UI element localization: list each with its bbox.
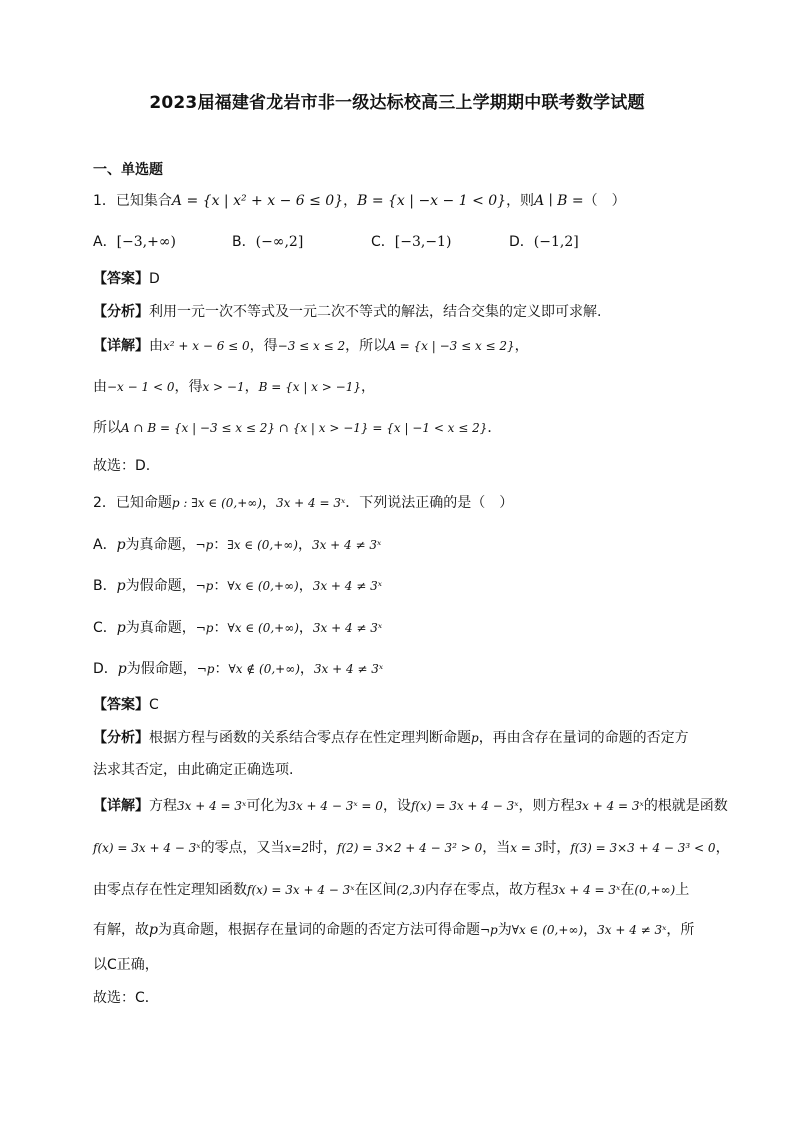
q1-detail-math: x² + x − 6 ≤ 0	[163, 339, 250, 353]
q1-detail-text: 由	[149, 338, 163, 354]
q2-option-neg: ¬p	[195, 538, 214, 552]
q2-option-quant: ∃x ∈ (0,+∞)	[227, 538, 298, 552]
q2-analysis-line-1	[93, 728, 689, 748]
q1-stem-c: ，则	[506, 193, 535, 209]
q2-option-letter: B．	[93, 578, 117, 594]
q2-detail-text: 时，	[309, 840, 338, 856]
q1-option-c-letter: C．	[371, 234, 395, 250]
q2-detail-math: p	[149, 922, 158, 938]
question-1-stem	[93, 191, 626, 211]
section-heading: 一、单选题	[93, 162, 163, 178]
q1-conclusion: 故选：D.	[93, 458, 151, 474]
q1-option-b	[232, 232, 303, 252]
q1-detail-text: 所以	[93, 420, 121, 436]
q2-analysis-tag: 【分析】	[93, 730, 149, 746]
q2-option-c	[93, 618, 382, 638]
q2-option-quant: ∀x ∈ (0,+∞)	[227, 621, 299, 635]
q2-detail-text: 的根就是函数	[643, 798, 728, 814]
q2-detail-text: 方程	[149, 798, 177, 814]
q2-detail-text: 可化为	[246, 798, 289, 814]
q1-detail-text: ．	[487, 420, 502, 436]
q2-detail-math: f(x) = 3x + 4 − 3ˣ	[247, 883, 355, 897]
q1-option-a	[93, 232, 176, 252]
q1-detail-math: A = {x | −3 ≤ x ≤ 2}	[387, 339, 515, 353]
q2-analysis-line-2: 法求其否定，由此确定正确选项.	[93, 762, 294, 778]
q2-detail-math: f(2) = 3×2 + 4 − 3² > 0	[337, 841, 483, 855]
q1-option-d-value: (−1,2]	[533, 234, 579, 250]
q2-detail-math: (0,+∞)	[634, 883, 676, 897]
q2-detail-text: 为	[497, 922, 512, 938]
q2-option-text: ：	[214, 661, 229, 677]
q2-answer	[93, 695, 159, 715]
q2-option-rel: 3x + 4 ≠ 3ˣ	[311, 538, 382, 552]
q2-detail-line-4	[93, 920, 694, 940]
q1-detail-tag: 【详解】	[93, 338, 149, 354]
q2-detail-math: f(x) = 3x + 4 − 3ˣ	[93, 841, 201, 855]
q1-detail-line-2	[93, 377, 375, 397]
q2-option-p: p	[117, 661, 127, 677]
q2-detail-math: 3x + 4 = 3ˣ	[551, 883, 621, 897]
q1-detail-text: ，	[244, 379, 259, 395]
q2-detail-text: ，	[715, 840, 730, 856]
q1-detail-text: ，得	[249, 338, 278, 354]
q2-detail-text: ，所	[666, 922, 695, 938]
q1-detail-text: ，得	[174, 379, 203, 395]
q2-stem-c: ．下列说法正确的是（ ）	[345, 495, 514, 511]
q2-option-text: ：	[213, 537, 228, 553]
q2-prop: p : ∃x ∈ (0,+∞)	[171, 496, 262, 510]
q1-analysis-text: 利用一元一次不等式及一元二次不等式的解法，结合交集的定义即可求解.	[149, 304, 602, 320]
q2-detail-math: x = 3	[510, 841, 543, 855]
q2-option-letter: A．	[93, 537, 117, 553]
q1-option-b-letter: B．	[232, 234, 256, 250]
q2-option-a	[93, 535, 381, 555]
q2-detail-text: ，	[583, 922, 598, 938]
q1-expr: A ∣ B =	[534, 193, 584, 209]
q2-detail-math: x=2	[284, 841, 310, 855]
q2-detail-text: 为真命题，根据存在量词的命题的否定方法可得命题	[157, 922, 480, 938]
q2-detail-math: 3x + 4 − 3ˣ = 0	[288, 799, 383, 813]
q2-detail-text: ，当	[482, 840, 511, 856]
q2-detail-text: 由零点存在性定理知函数	[93, 882, 247, 898]
q2-option-letter: C．	[93, 620, 117, 636]
q2-option-rel: 3x + 4 ≠ 3ˣ	[313, 662, 384, 676]
q2-option-d	[93, 659, 383, 679]
q1-detail-line-3	[93, 418, 501, 438]
q1-detail-text: ，	[360, 379, 375, 395]
q2-eq: 3x + 4 = 3ˣ	[275, 496, 346, 510]
q1-detail-math: A ∩ B = {x | −3 ≤ x ≤ 2} ∩ {x | x > −1} = {x | −1 < x ≤ 2}	[121, 421, 488, 435]
q2-answer-value: C	[149, 697, 159, 713]
q2-option-text: 为假命题，	[126, 661, 197, 677]
q2-option-text: ，	[298, 620, 313, 636]
q2-analysis-math: p	[471, 731, 479, 745]
q1-detail-text: 由	[93, 379, 107, 395]
q1-detail-math: B = {x | x > −1}	[258, 380, 361, 394]
q2-option-text: ，	[298, 578, 313, 594]
q2-option-neg: ¬p	[195, 621, 214, 635]
q2-option-text: ，	[299, 661, 314, 677]
q2-detail-math: (2,3)	[396, 883, 426, 897]
q2-option-neg: ¬p	[195, 579, 214, 593]
q2-detail-text: 在	[620, 882, 635, 898]
q1-answer-value: D	[149, 271, 160, 287]
q2-option-text: ：	[213, 578, 228, 594]
q1-detail-line-1	[93, 336, 529, 356]
q2-option-quant: ∀x ∈ (0,+∞)	[227, 579, 299, 593]
q1-stem-a: 1．已知集合	[93, 193, 172, 209]
q1-set-b: B = {x | −x − 1 < 0}	[357, 193, 507, 209]
q2-option-text: ：	[213, 620, 228, 636]
q2-detail-text: ，则方程	[518, 798, 575, 814]
q1-detail-text: ，所以	[345, 338, 388, 354]
q2-detail-text: 内存在零点，故方程	[425, 882, 552, 898]
q1-answer	[93, 269, 160, 289]
q2-option-text: 为假命题，	[125, 578, 196, 594]
page-title: 2023届福建省龙岩市非一级达标校高三上学期期中联考数学试题	[149, 93, 645, 113]
q2-detail-tag: 【详解】	[93, 798, 149, 814]
q2-option-p: p	[116, 620, 126, 636]
q1-set-a: A = {x | x² + x − 6 ≤ 0}	[171, 193, 344, 209]
q1-option-c-value: [−3,−1)	[394, 234, 452, 250]
q2-option-b	[93, 576, 382, 596]
q1-option-b-value: (−∞,2]	[255, 234, 304, 250]
q2-detail-math: f(3) = 3×3 + 4 − 3³ < 0	[570, 841, 716, 855]
q2-detail-math: 3x + 4 ≠ 3ˣ	[597, 923, 667, 937]
q2-detail-math: 3x + 4 = 3ˣ	[177, 799, 247, 813]
q1-detail-math: −3 ≤ x ≤ 2	[277, 339, 346, 353]
q1-analysis	[93, 302, 601, 322]
q1-detail-text: ，	[514, 338, 529, 354]
q2-detail-text: 在区间	[354, 882, 397, 898]
q2-analysis-text: 根据方程与函数的关系结合零点存在性定理判断命题	[149, 730, 471, 746]
q2-option-text: 为真命题，	[125, 620, 196, 636]
q1-option-c	[371, 232, 451, 252]
q1-option-d	[509, 232, 579, 252]
q2-option-p: p	[116, 578, 126, 594]
q1-option-a-value: [−3,+∞)	[116, 234, 176, 250]
q1-answer-tag: 【答案】	[93, 271, 149, 287]
q2-option-text: ，	[297, 537, 312, 553]
q2-detail-line-5: 以C正确，	[93, 957, 159, 973]
q1-option-a-letter: A．	[93, 234, 117, 250]
q2-detail-math: ∀x ∈ (0,+∞)	[511, 923, 584, 937]
q1-detail-math: x > −1	[202, 380, 245, 394]
question-2-stem	[93, 493, 513, 513]
q2-detail-line-1	[93, 796, 728, 816]
q2-detail-line-3	[93, 880, 689, 900]
q1-detail-math: −x − 1 < 0	[107, 380, 175, 394]
q2-detail-math: f(x) = 3x + 4 − 3ˣ	[410, 799, 519, 813]
q2-analysis-text: ，再由含存在量词的命题的否定方	[478, 730, 689, 746]
q2-detail-text: 有解，故	[93, 922, 149, 938]
q2-detail-line-2	[93, 838, 730, 858]
q2-option-rel: 3x + 4 ≠ 3ˣ	[312, 579, 383, 593]
q2-detail-text: 时，	[542, 840, 571, 856]
q2-option-neg: ¬p	[196, 662, 215, 676]
q2-stem-a: 2．已知命题	[93, 495, 172, 511]
q2-option-rel: 3x + 4 ≠ 3ˣ	[312, 621, 383, 635]
q2-option-text: 为真命题，	[125, 537, 196, 553]
q2-option-p: p	[116, 537, 126, 553]
q1-stem-b: ，	[343, 193, 358, 209]
q2-detail-text: 上	[675, 882, 690, 898]
q1-stem-d: （ ）	[583, 193, 626, 209]
q1-option-d-letter: D．	[509, 234, 534, 250]
q2-conclusion: 故选：C．	[93, 990, 159, 1006]
q1-analysis-tag: 【分析】	[93, 304, 149, 320]
q2-detail-text: ，设	[382, 798, 411, 814]
q2-detail-text: 的零点，又当	[200, 840, 285, 856]
q2-detail-math: ¬p	[479, 923, 498, 937]
q2-detail-math: 3x + 4 = 3ˣ	[574, 799, 644, 813]
q2-stem-b: ，	[261, 495, 276, 511]
q2-option-quant: ∀x ∉ (0,+∞)	[228, 662, 300, 676]
q2-option-letter: D．	[93, 661, 118, 677]
q2-answer-tag: 【答案】	[93, 697, 149, 713]
